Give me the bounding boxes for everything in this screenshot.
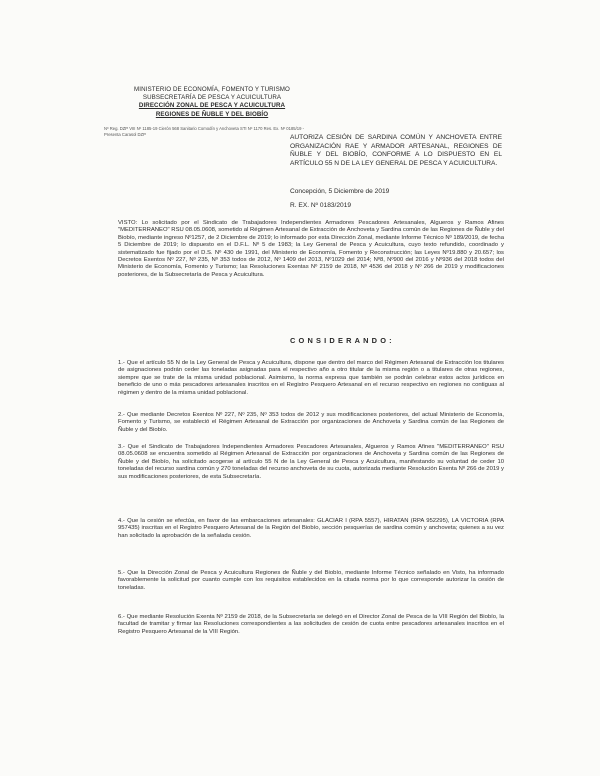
visto-paragraph: VISTO: Lo solicitado por el Sindicato de Trabajadores Independientes Armadores Pescadores Artesanales, Algueros y Ramos Afines "MEDITERRANEO" RSU 08.05.0608, sometido al Régimen Artesanal de Extracción de Anchoveta y Sardina común de las Regiones de Ñuble y del Biobío, mediante ingreso Nº1257, de 2 Diciembre de 2019; lo informado por esta Dirección Zonal, mediante Informe Técnico Nº 189/2019, de fecha 5 Diciembre de 2019; lo dispuesto en el D.F.L. Nº 5 de 1983; la Ley General de Pesca y Acuicultura, cuyo texto refundido, coordinado y sistematizado fue fijado por el D.S. Nº 430 de 1991, del Ministerio de Economía, Fomento y Reconstrucción; las Leyes Nº19.880 y 20.657; los Decretos Exentos Nº 227, Nº 235, Nº 353 todos de 2012, Nº 1409 del 2013, Nº1029 del 2014; Nº8, Nº900 del 2016 y Nº936 del 2018 todos del Ministerio de Economía, Fomento y Turismo; las Resoluciones Exentas Nº 2159 de 2018, Nº 4536 del 2018 y Nº 266 de 2019 y modificaciones posteriores, de la Subsecretaría de Pesca y Acuicultura. [118,220,504,278]
resolution-date: Concepción, 5 Diciembre de 2019 [290,188,390,195]
considerando-heading: CONSIDERANDO: [290,336,395,345]
considerando-1: 1.- Que el artículo 55 N de la Ley General de Pesca y Acuicultura, dispone que dentro del marco del Régimen Artesanal de Extracción los titulares de asignaciones podrán ceder las toneladas asignadas para el respectivo año a otro titular de la misma región o a titulares de otras regiones, siempre que se trate de la misma unidad poblacional. Asimismo, la norma expresa que también se podrán celebrar estos actos jurídicos en beneficio de uno o más pescadores artesanales inscritos en el Registro Pesquero Artesanal en el recurso respectivo en regiones no contiguas al régimen y dentro de la misma unidad poblacional. [118,360,504,396]
resolution-number: R. EX. Nº 0183/2019 [290,202,352,209]
resolution-subject: AUTORIZA CESIÓN DE SARDINA COMÚN Y ANCHOVETA ENTRE ORGANIZACIÓN RAE Y ARMADOR ARTESANAL, REGIONES DE ÑUBLE Y DEL BIOBÍO, CONFORME A LO DISPUESTO EN EL ARTÍCULO 55 N DE LA LEY GENERAL DE PESCA Y ACUICULTURA. [290,134,502,167]
considerando-6: 6.- Que mediante Resolución Exenta Nº 2159 de 2018, de la Subsecretaría se delegó en el Director Zonal de Pesca de la VIII Región del Biobío, la facultad de tramitar y firmar las Resoluciones correspondientes a las solicitudes de cesión de cuota entre pescadores artesanales inscritos en el Registro Pesquero Artesanal de la VIII Región. [118,614,504,635]
ministry-name: MINISTERIO DE ECONOMÍA, FOMENTO Y TURISMO [134,86,290,93]
reference-line: Nº Reg. DZP VIII Nº 1185-19 Cierón 568 Sanitario Comodín y Anchoveta STI Nº 1170 Res. Ex. Nº 0185/19 - Presenta Carasol DZP [104,126,305,137]
considerando-3: 3.- Que el Sindicato de Trabajadores Independientes Armadores Pescadores Artesanales, Algueros y Ramos Afines "MEDITERRANEO" RSU 08.05.0608 se encuentra sometido al Régimen Artesanal de Extracción por organizaciones de Anchoveta y Sardina común de las Regiones de Ñuble y del Biobío, ha solicitado acogerse al artículo 55 N de la Ley General de Pesca y Acuicultura, manifestando su voluntad de ceder 10 toneladas del recurso sardina común y 270 toneladas del recurso anchoveta de su cuota, autorizada mediante Resolución Exenta Nº 266 de 2019 y sus modificaciones posteriores, de esta Subsecretaría. [118,444,504,480]
considerando-4: 4.- Que la cesión se efectúa, en favor de las embarcaciones artesanales: GLACIAR I (RPA 5557), HIRATAN (RPA 952295), LA VICTORIA (RPA 957435) inscritas en el Registro Pesquero Artesanal de la Región del Biobío, sección pesquerías de sardina común y anchoveta; quienes a su vez han solicitado la aprobación de la señalada cesión. [118,518,504,539]
considerando-5: 5.- Que la Dirección Zonal de Pesca y Acuicultura Regiones de Ñuble y del Biobío, mediante Informe Técnico señalado en Visto, ha informado favorablemente la solicitud por cuanto cumple con los requisitos establecidos en la citada norma por lo que corresponde autorizar la cesión de toneladas. [118,570,504,591]
regions-name: REGIONES DE ÑUBLE Y DEL BIOBÍO [155,110,269,118]
considerando-2: 2.- Que mediante Decretos Exentos Nº 227, Nº 235, Nº 353 todos de 2012 y sus modificaciones posteriores, del actual Ministerio de Economía, Fomento y Turismo, se estableció el Régimen Artesanal de Extracción por organizaciones de Anchoveta y Sardina común de las Regiones de Ñuble y del Biobío. [118,412,504,433]
subsecretariat-name: SUBSECRETARÍA DE PESCA Y ACUICULTURA [142,94,282,102]
zonal-direction-name: DIRECCIÓN ZONAL DE PESCA Y ACUICULTURA [138,102,286,110]
letterhead [112,86,312,119]
